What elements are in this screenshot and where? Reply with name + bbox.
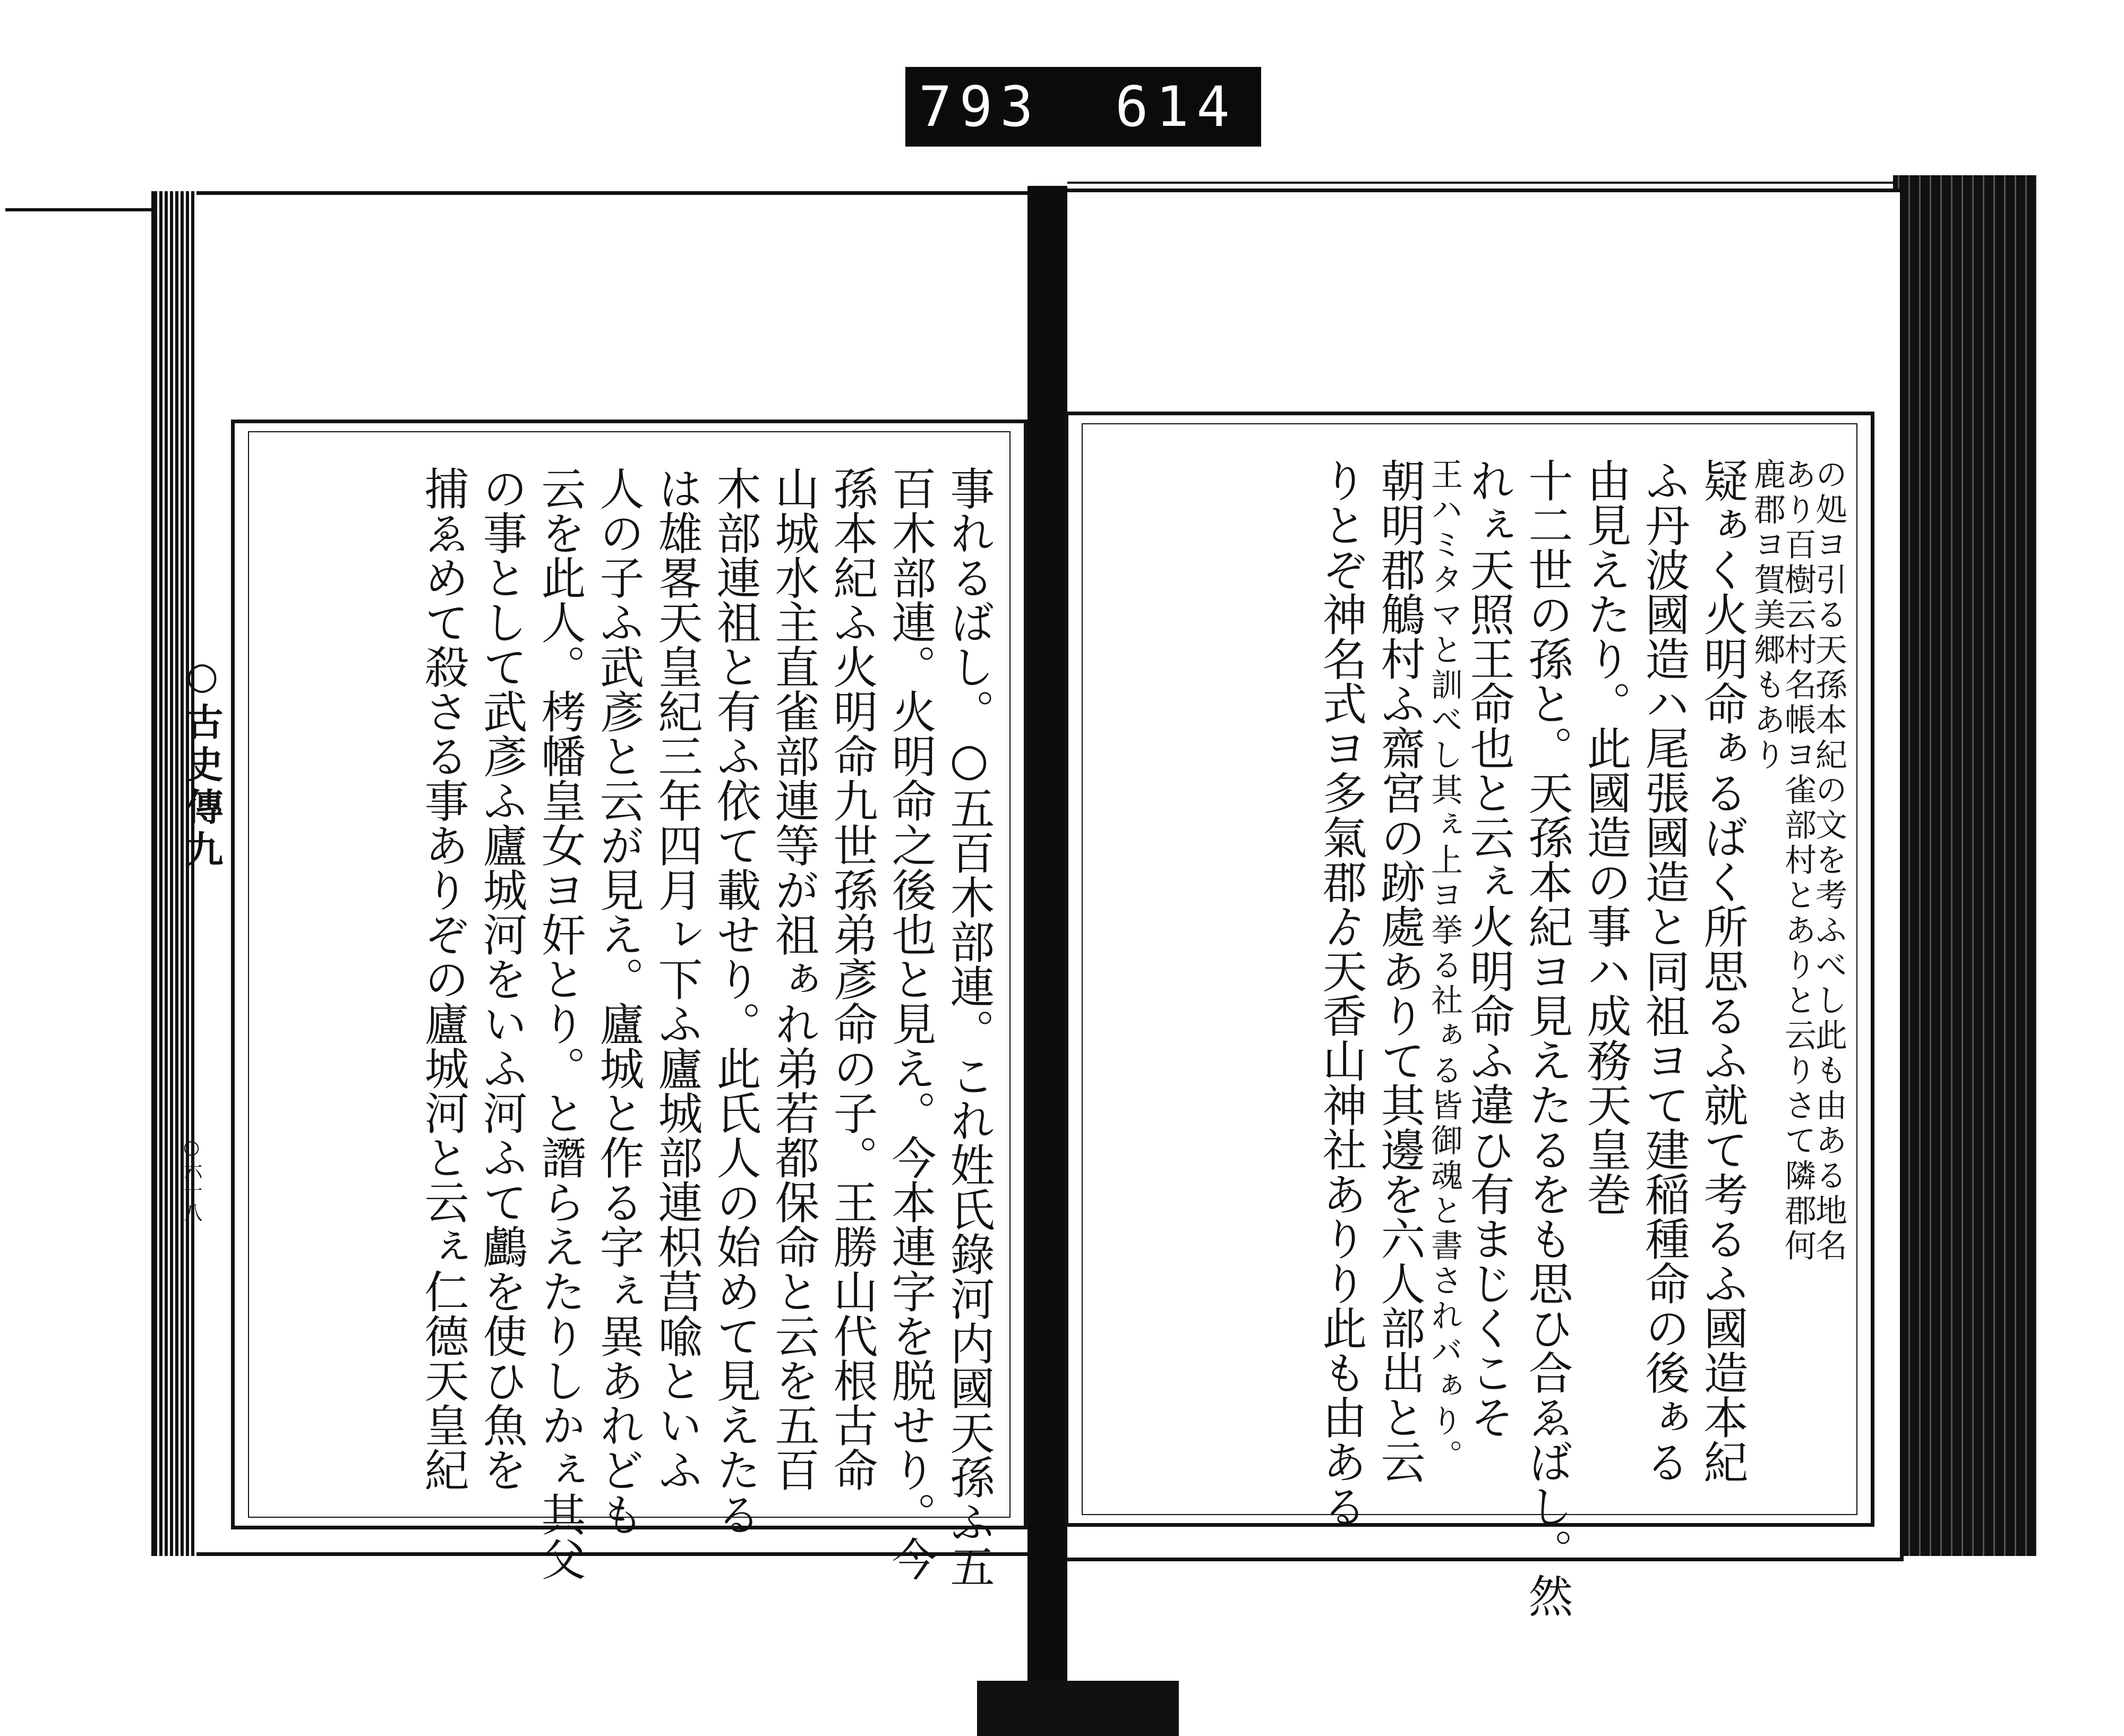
text-column: 云を此人。栲幡皇女ヨ奸とり。と譖らえたりしかぇ其父 bbox=[534, 466, 586, 1581]
annotation-column: の処ヨ引る天孫本紀の文を考ふべし此も由ある地名 bbox=[1810, 458, 1847, 1264]
sheet-edge-left bbox=[5, 208, 159, 211]
right-text-columns bbox=[1312, 458, 1847, 1618]
folio-number: ○六十八 bbox=[181, 1136, 202, 1224]
left-text-columns bbox=[414, 466, 998, 1588]
catalog-number-right: 614 bbox=[1115, 74, 1237, 139]
text-column: 山城水主直雀部連等が祖ぁれ弟若都保命と云を五百 bbox=[768, 466, 820, 1492]
annotation-column: 鹿郡ヨ賀美郷もあり bbox=[1749, 458, 1786, 773]
annotation-column: 王ハミタマと訓べし其ぇ上ヨ挙る社ぁる皆御魂と書されバぁり。 bbox=[1426, 458, 1463, 1474]
right-text-frame bbox=[1065, 412, 1874, 1618]
text-column: れぇ天照王命也と云ぇ火明命ふ違ひ有まじくこそ bbox=[1463, 458, 1515, 1439]
text-column: 由見えたり。此國造の事ハ成務天皇巻 bbox=[1580, 458, 1632, 1216]
page-edge-stack-left bbox=[154, 191, 196, 1556]
text-column: ふ丹波國造ハ尾張國造と同祖ヨて建稲種命の後ぁる bbox=[1638, 458, 1690, 1484]
text-column: 疑ぁく火明命ぁるばく所思るふ就て考るふ國造本紀 bbox=[1697, 458, 1749, 1484]
text-column: りとぞ神名式ヨ多氣郡ゟ天香山神社ありり此も由ある bbox=[1315, 458, 1367, 1528]
text-column: 事れるばし。○五百木部連。これ姓氏錄河内國天孫ふ五 bbox=[943, 466, 995, 1588]
page-edge-stack-right bbox=[1893, 175, 2036, 1556]
text-column: 百木部連。火明命之後也と見え。今本連字を脱せり。今 bbox=[885, 466, 937, 1581]
catalog-number-left: 793 bbox=[919, 74, 1041, 139]
binding-shadow bbox=[977, 1681, 1179, 1736]
text-column: は雄畧天皇紀三年四月ㇾ下ふ廬城部連枳莒喩といふ bbox=[651, 466, 703, 1492]
text-column: 人の子ふ武彥と云が見え。廬城と作る字ぇ異あれども bbox=[593, 466, 645, 1536]
catalog-tag bbox=[905, 67, 1261, 147]
annotation-column: あり百樹云村名帳ヨ雀部村とありと云りさて隣郡何 bbox=[1779, 458, 1817, 1264]
left-text-frame bbox=[231, 420, 1027, 1588]
book-spine bbox=[1027, 186, 1067, 1736]
text-column: の事として武彥ふ廬城河をいふ河ふて鸕を使ひ魚を bbox=[476, 466, 528, 1492]
sheet-edge-top-right bbox=[1067, 182, 1896, 184]
text-column: 十二世の孫と。天孫本紀ヨ見えたるをも思ひ合ゑばし。然 bbox=[1521, 458, 1573, 1618]
text-column: 捕ゑめて殺さる事ありぞの廬城河と云ぇ仁德天皇紀 bbox=[417, 466, 469, 1492]
running-title: ○古史傳九 bbox=[180, 653, 224, 873]
text-column: 孫本紀ふ火明命九世孫弟彥命の子。王勝山代根古命 bbox=[826, 466, 878, 1492]
text-column: 朝明郡鵤村ふ齋宮の跡處ありて其邊を六人部出と云 bbox=[1374, 458, 1426, 1484]
text-column: 木部連祖と有ふ依て載せり。此氏人の始めて見えたる bbox=[709, 466, 761, 1536]
